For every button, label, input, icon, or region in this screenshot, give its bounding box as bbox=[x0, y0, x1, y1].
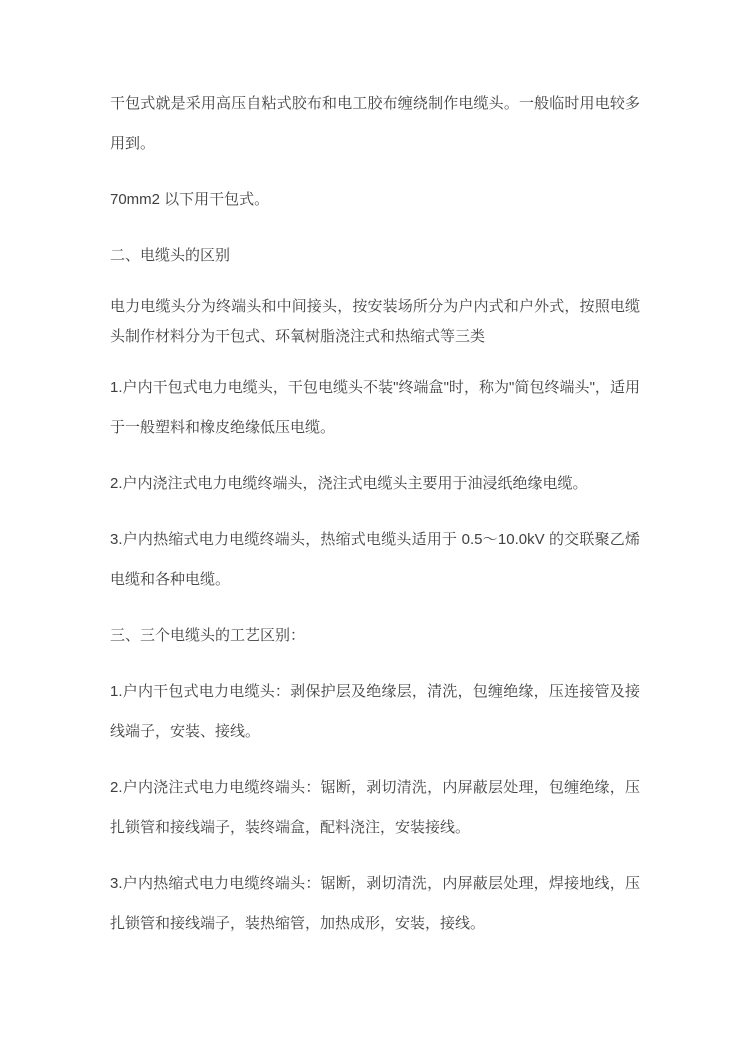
process-item-3-paragraph: 3.户内热缩式电力电缆终端头：锯断，剥切清洗，内屏蔽层处理，焊接地线，压扎锁管和接线端子，装热缩管，加热成形，安装，接线。 bbox=[110, 875, 640, 932]
cable-head-classification-paragraph: 电力电缆头分为终端头和中间接头，按安装场所分为户内式和户外式，按照电缆头制作材料分为干包式、环氧树脂浇注式和热缩式等三类 bbox=[110, 298, 640, 345]
section-two-heading: 二、电缆头的区别 bbox=[110, 247, 231, 264]
item-2-cast-terminal-paragraph: 2.户内浇注式电力电缆终端头，浇注式电缆头主要用于油浸纸绝缘电缆。 bbox=[110, 475, 588, 492]
dry-wrap-size-paragraph: 70mm2 以下用干包式。 bbox=[110, 191, 270, 208]
process-item-2-paragraph: 2.户内浇注式电力电缆终端头：锯断，剥切清洗，内屏蔽层处理，包缠绝缘，压扎锁管和接线端子，装终端盒，配料浇注，安装接线。 bbox=[110, 779, 640, 836]
document-text-block bbox=[110, 0, 640, 944]
item-3-heat-shrink-terminal-paragraph: 3.户内热缩式电力电缆终端头，热缩式电缆头适用于 0.5～10.0kV 的交联聚乙烯电缆和各种电缆。 bbox=[110, 531, 640, 588]
section-three-heading: 三、三个电缆头的工艺区别： bbox=[110, 627, 306, 644]
dry-wrap-intro-paragraph: 干包式就是采用高压自粘式胶布和电工胶布缠绕制作电缆头。一般临时用电较多用到。 bbox=[110, 95, 640, 152]
item-1-dry-wrap-terminal-paragraph: 1.户内干包式电力电缆头，干包电缆头不装"终端盒"时，称为"简包终端头"，适用于一般塑料和橡皮绝缘低压电缆。 bbox=[110, 379, 640, 436]
process-item-1-paragraph: 1.户内干包式电力电缆头：剥保护层及绝缘层，清洗，包缠绝缘，压连接管及接线端子，安装、接线。 bbox=[110, 683, 640, 740]
